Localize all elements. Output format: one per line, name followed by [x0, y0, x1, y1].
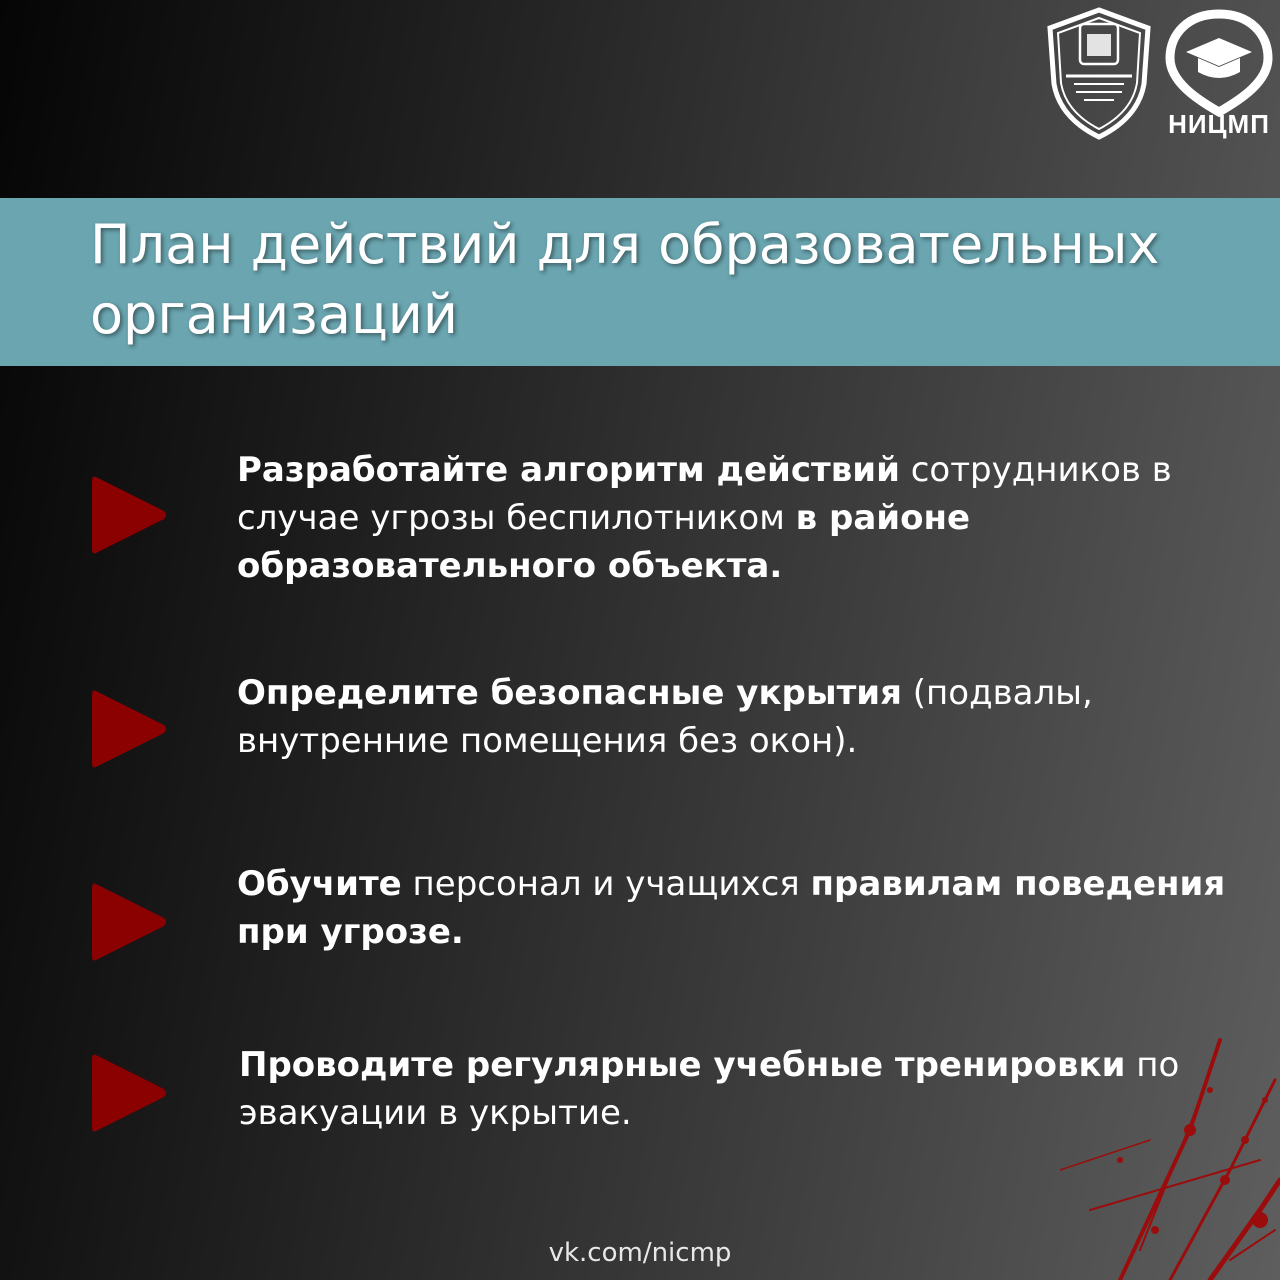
- shield-emblem-icon: [1044, 6, 1154, 141]
- item-text-regular: по эвакуации в укрытие.: [239, 1045, 1180, 1133]
- item-text: [237, 860, 1237, 956]
- footer-link[interactable]: vk.com/nicmp: [548, 1238, 732, 1268]
- arrow-right-icon: [90, 471, 168, 559]
- item-text-bold: Разработайте алгоритм действий: [237, 450, 900, 490]
- arrow-right-icon: [90, 685, 168, 773]
- page-title: План действий для образовательных организаций: [90, 213, 1160, 346]
- item-text: [237, 669, 1237, 765]
- item-text-bold: Обучите: [237, 864, 402, 904]
- item-text-regular: персонал и учащихся: [401, 864, 811, 904]
- item-text-bold: Определите безопасные укрытия: [237, 673, 902, 713]
- nicmp-logo-label: НИЦМП: [1168, 109, 1270, 139]
- item-text-bold: Проводите регулярные учебные тренировки: [239, 1045, 1126, 1085]
- item-text-regular: сотрудников в случае угрозы беспилотником: [237, 450, 1172, 538]
- item-text-bold: правилам поведения при угрозе.: [237, 864, 1226, 952]
- logos-area: [1040, 6, 1280, 146]
- arrow-right-icon: [90, 1049, 168, 1137]
- item-text-bold: в районе образовательного объекта.: [237, 498, 971, 586]
- item-text-regular: (подвалы, внутренние помещения без окон).: [237, 673, 1093, 761]
- item-text: [237, 446, 1237, 590]
- arrow-right-icon: [90, 878, 168, 966]
- splatter-decoration: [1060, 980, 1280, 1280]
